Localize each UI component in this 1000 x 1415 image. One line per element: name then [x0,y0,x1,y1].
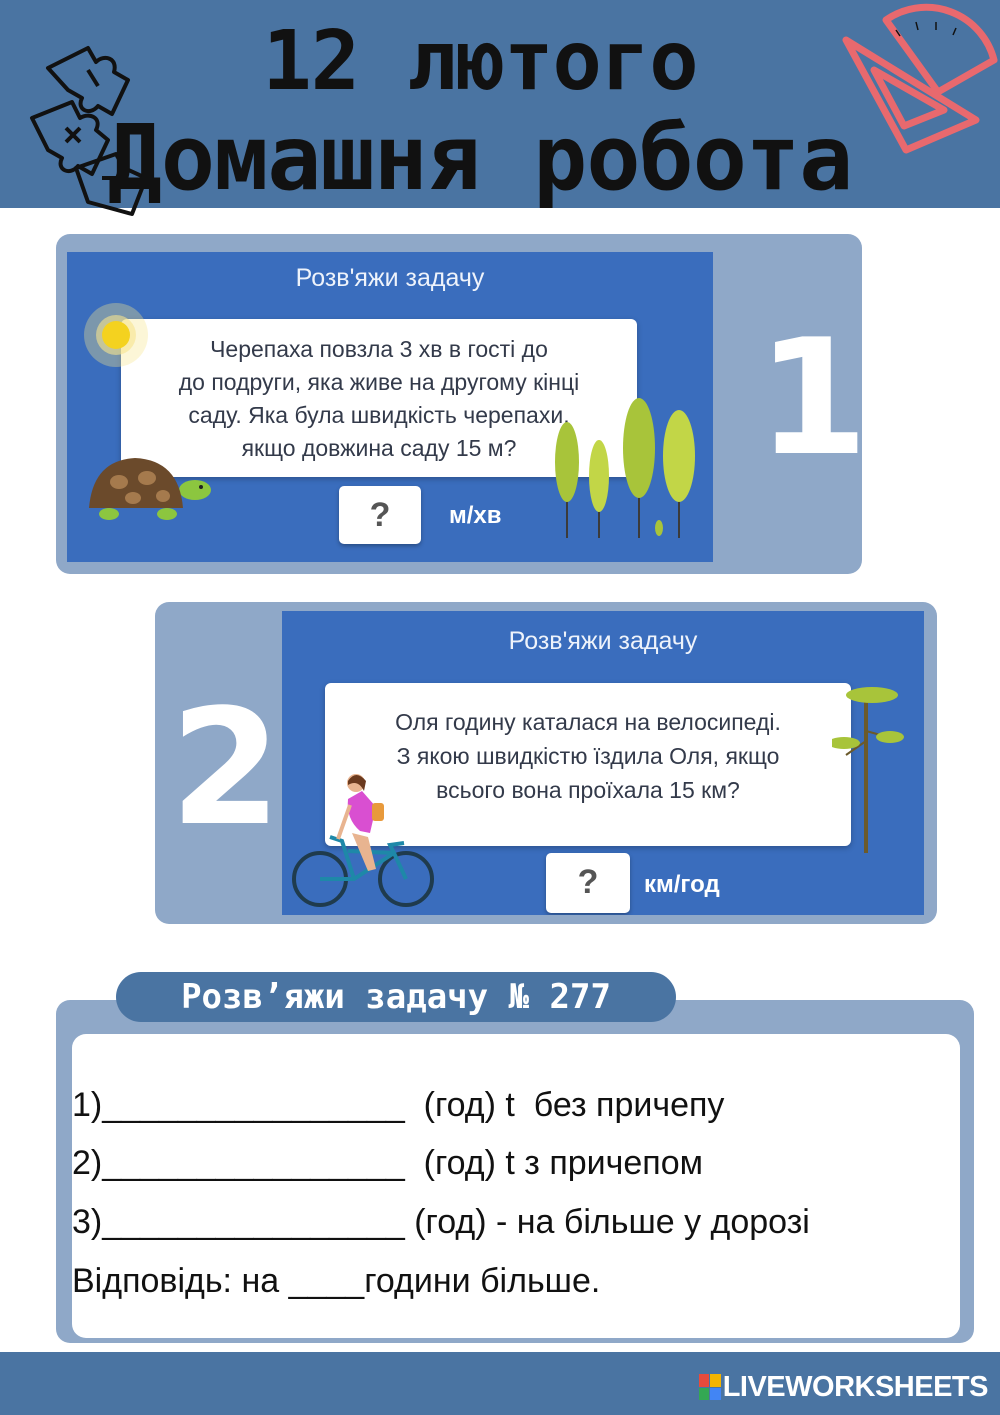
task2-question-line: З якою швидкістю їздила Оля, якщо [396,743,780,769]
task1-number: 1 [757,304,869,491]
task2-question-line: Оля годину каталася на велосипеді. [395,709,781,735]
sun-icon [81,300,151,370]
task2-unit: км/год [644,871,720,898]
task2-number: 2 [170,674,282,861]
task1-answer-field[interactable]: ? [339,486,421,544]
liveworksheets-logo[interactable] [699,1370,988,1404]
task1-question-line: якщо довжина саду 15 м? [241,435,517,461]
task1-heading: Розв'яжи задачу [295,264,485,292]
task277-answer-line[interactable]: Відповідь: на ____години більше. [72,1262,601,1300]
task1-question-line: саду. Яка була швидкість черепахи, [188,402,570,428]
header-date: 12 лютого [262,14,698,109]
tree-icon [832,681,904,861]
task1-question-line: до подруги, яка живе на другому кінці [178,369,580,395]
brand-name: LIVEWORKSHEETS [722,1370,988,1403]
brand-mark-icon [699,1374,721,1400]
task277-line-3[interactable]: 3)________________ (год) - на більше у дорозі [72,1203,810,1241]
task277-line-1[interactable]: 1)________________ (год) t без причепу [72,1086,725,1124]
cyclist-icon [290,771,438,911]
task1-unit: м/хв [449,502,502,529]
task1-panel [67,252,713,562]
trees-icon [547,392,707,540]
task2-heading: Розв'яжи задачу [508,627,698,655]
task2-answer-field[interactable]: ? [546,853,630,913]
task1-question-line: Черепаха повзла 3 хв в гості до [210,336,548,362]
page-title: Домашня робота [107,106,853,211]
turtle-icon [83,452,217,524]
task277-title: Розв’яжи задачу № 277 [181,977,611,1017]
task2-panel [282,611,924,915]
task2-question-line: всього вона проїхала 15 км? [436,777,740,803]
task277-line-2[interactable]: 2)________________ (год) t з причепом [72,1144,703,1182]
